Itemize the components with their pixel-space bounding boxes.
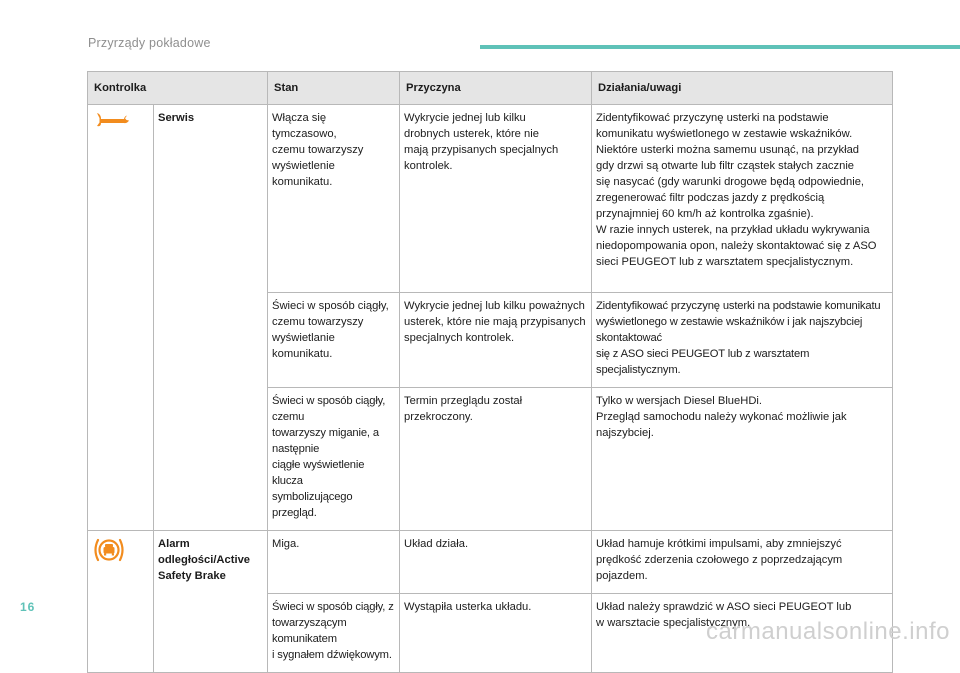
column-header-kontrolka: Kontrolka xyxy=(88,72,268,105)
lamp-action: Tylko w wersjach Diesel BlueHDi. Przegląd samochodu należy wykonać możliwie jak najszybciej. xyxy=(592,388,893,531)
lamp-state: Świeci w sposób ciągły, czemu towarzyszy wyświetlanie komunikatu. xyxy=(268,293,400,388)
active-safety-brake-icon xyxy=(92,536,126,569)
lamp-action: Zidentyfikować przyczynę usterki na podstawie komunikatu wyświetlonego w zestawie wskaźników. Niektóre usterki można samemu usunąć, na przykład gdy drzwi są otwarte lub filtr cząstek stałych zacznie się nasycać (gdy warunki drogowe będą odpowiednie, zregenerować filtr podczas jazdy z prędkością przynajmniej 60 km/h aż kontrolka zgaśnie). W razie innych usterek, na przykład układu wykrywania niedopompowania opon, należy skontaktować się z ASO sieci PEUGEOT lub z warsztatem specjalistycznym. xyxy=(592,105,893,293)
lamp-name: Serwis xyxy=(154,105,268,531)
lamp-name: Alarm odległości/Active Safety Brake xyxy=(154,531,268,673)
lamp-cause: Wystąpiła usterka układu. xyxy=(400,594,592,673)
table-row xyxy=(88,531,893,594)
table-row xyxy=(88,105,893,293)
lamp-action: Układ hamuje krótkimi impulsami, aby zmniejszyć prędkość zderzenia czołowego z poprzedzającym pojazdem. xyxy=(592,531,893,594)
lamp-cause: Wykrycie jednej lub kilku drobnych usterek, które nie mają przypisanych specjalnych kontrolek. xyxy=(400,105,592,293)
lamp-action: Zidentyfikować przyczynę usterki na podstawie komunikatu wyświetlonego w zestawie wskaźników i jak najszybciej skontaktować się z ASO sieci PEUGEOT lub z warsztatem specjalistycznym. xyxy=(592,293,893,388)
lamp-cause: Wykrycie jednej lub kilku poważnych usterek, które nie mają przypisanych specjalnych kontrolek. xyxy=(400,293,592,388)
lamp-icon-cell xyxy=(88,105,154,531)
lamp-icon-cell xyxy=(88,531,154,673)
lamp-cause: Układ działa. xyxy=(400,531,592,594)
column-header-przyczyna: Przyczyna xyxy=(400,72,592,105)
section-title: Przyrządy pokładowe xyxy=(88,36,211,50)
warning-lamps-table xyxy=(87,71,893,673)
lamp-state: Świeci w sposób ciągły, czemu towarzyszy miganie, a następnie ciągłe wyświetlenie klucza symbolizującego przegląd. xyxy=(268,388,400,531)
lamp-state: Świeci w sposób ciągły, z towarzyszącym komunikatem i sygnałem dźwiękowym. xyxy=(268,594,400,673)
lamp-action: Układ należy sprawdzić w ASO sieci PEUGEOT lub w warsztacie specjalistycznym. xyxy=(592,594,893,673)
lamp-state: Miga. xyxy=(268,531,400,594)
lamp-state: Włącza się tymczasowo, czemu towarzyszy wyświetlenie komunikatu. xyxy=(268,105,400,293)
lamp-cause: Termin przeglądu został przekroczony. xyxy=(400,388,592,531)
column-header-dzialania: Działania/uwagi xyxy=(592,72,893,105)
header-accent-bar xyxy=(480,45,960,49)
column-header-stan: Stan xyxy=(268,72,400,105)
table-header-row xyxy=(88,72,893,105)
page-number: 16 xyxy=(20,600,36,614)
watermark: carmanualsonline.info xyxy=(706,618,950,645)
wrench-icon xyxy=(92,110,130,133)
